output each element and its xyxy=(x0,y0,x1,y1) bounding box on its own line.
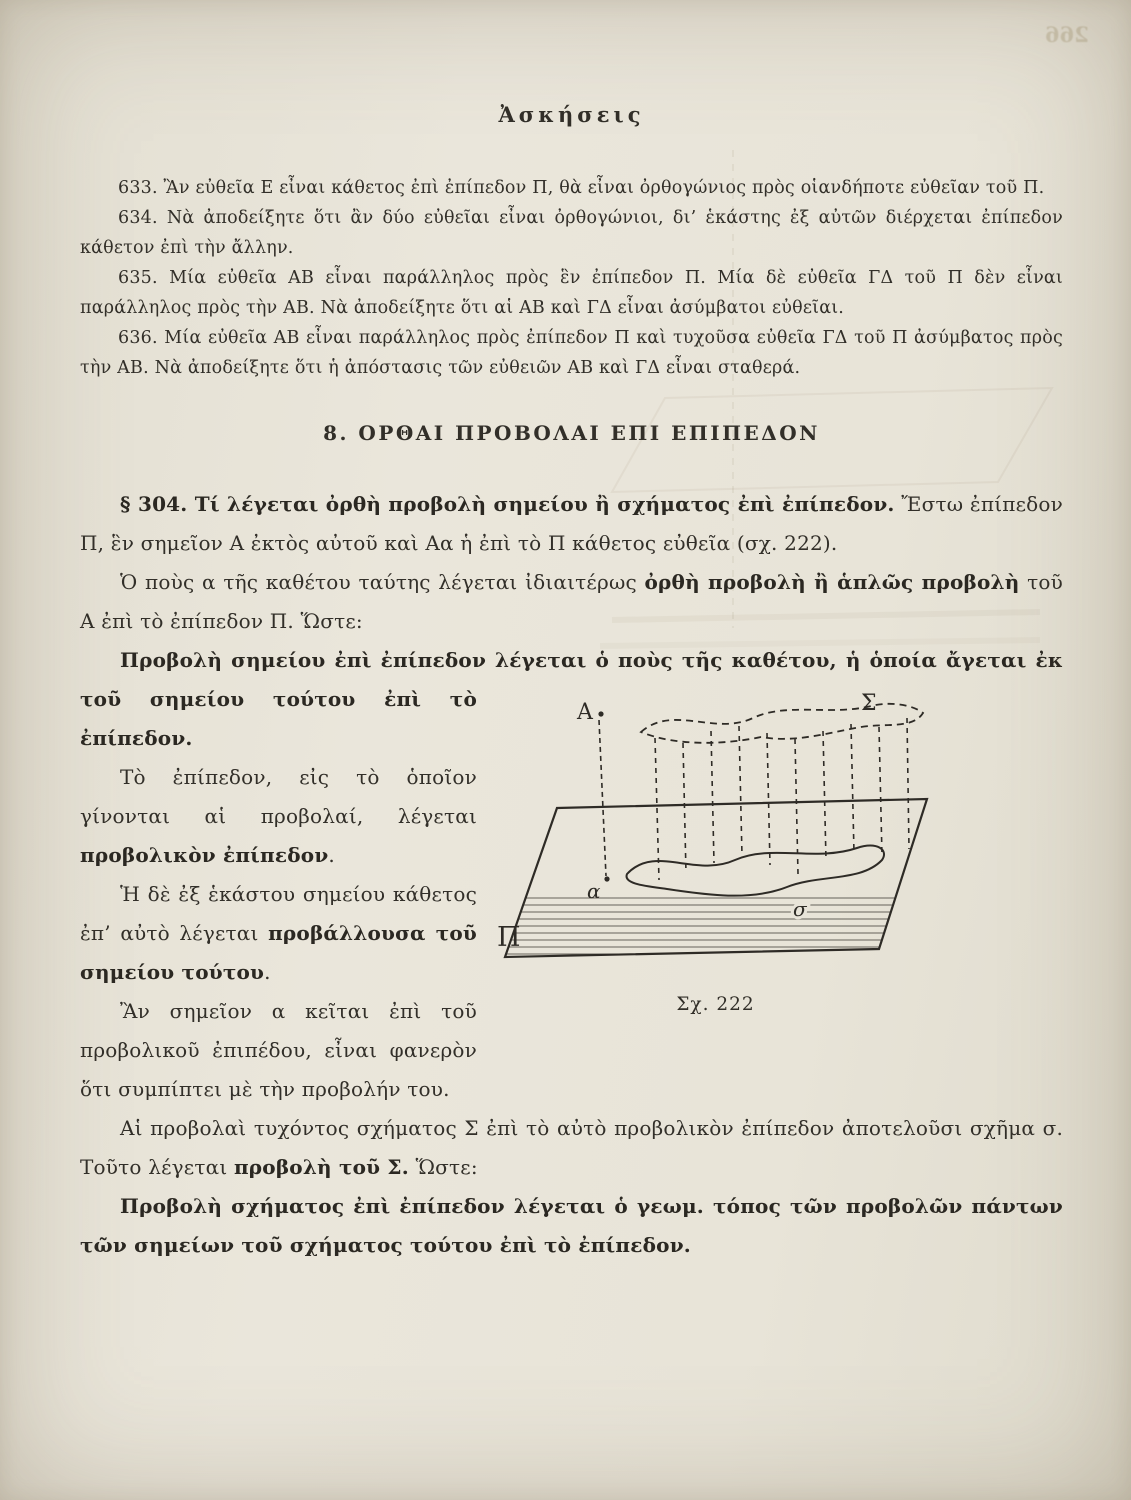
perpendicular-A-alpha xyxy=(599,720,606,876)
exercise-633-number: 633. xyxy=(118,178,158,198)
exercise-635-text: Μία εὐθεῖα ΑΒ εἶναι παράλληλος πρὸς ἓν ἐπίπεδον Π. Μία δὲ εὐθεῖα ΓΔ τοῦ Π δὲν εἶναι παράλληλος πρὸς τὴν ΑΒ. Νὰ ἀποδείξητε ὅτι αἱ ΑΒ καὶ ΓΔ εἶναι ἀσύμβατοι εὐθεῖαι. xyxy=(80,268,1063,318)
exercise-634 xyxy=(80,203,1063,263)
figure-222 xyxy=(493,686,1063,1024)
s304-p3-bold-a: Προβολὴ σημείου ἐπὶ ἐπίπεδον λέγεται ὁ ποὺς τῆς καθέτου, xyxy=(120,648,837,672)
paragraph-shape-projection-definition xyxy=(80,1187,1063,1265)
s304-p5-b: . xyxy=(264,960,271,984)
exercise-636 xyxy=(80,323,1063,383)
exercise-636-text: Μία εὐθεῖα ΑΒ εἶναι παράλληλος πρὸς ἐπίπεδον Π καὶ τυχοῦσα εὐθεῖα ΓΔ τοῦ Π ἀσύμβατος πρὸς τὴν ΑΒ. Νὰ ἀποδείξητε ὅτι ἡ ἀπόστασις τῶν εὐθειῶν ΑΒ καὶ ΓΔ εἶναι σταθερά. xyxy=(80,328,1063,378)
s304-p6: Ἂν σημεῖον α κεῖται ἐπὶ τοῦ προβολικοῦ ἐπιπέδου, εἶναι φανερὸν ὅτι συμπίπτει μὲ τὴν προβολήν του. xyxy=(80,999,477,1101)
projection-lines xyxy=(655,718,909,880)
s304-p7-a: Αἱ προβολαὶ τυχόντος σχήματος Σ ἐπὶ τὸ αὐτὸ προβολικὸν ἐπίπεδον ἀποτελοῦσι σχῆμα σ. Τοῦτο λέγεται xyxy=(80,1116,1063,1179)
projection-diagram-svg xyxy=(493,686,938,981)
point-alpha-dot xyxy=(604,876,609,881)
s304-lead-rest: Ἔστω ἐπίπεδον Π, ἓν σημεῖον Α ἐκτὸς αὐτοῦ καὶ Αα ἡ ἐπὶ τὸ Π κάθετος εὐθεῖα (σχ. 222). xyxy=(80,492,1063,555)
plane-hatching xyxy=(499,898,935,954)
ghost-page-number: 266 xyxy=(1045,22,1089,47)
s304-p2-b: τοῦ Α ἐπὶ τὸ ἐπίπεδον Π. Ὥστε: xyxy=(80,570,1064,633)
s304-p4-a: Τὸ ἐπίπεδον, εἰς τὸ ὁποῖον γίνονται αἱ προβολαί, λέγεται xyxy=(80,765,477,828)
s304-p7-b: Ὥστε: xyxy=(408,1155,478,1179)
shape-sigma-lower-curve xyxy=(627,846,884,896)
section-304-body xyxy=(80,485,1063,1265)
paragraph-foot-of-perpendicular xyxy=(80,563,1063,641)
label-plane-pi: Π xyxy=(497,922,521,953)
s304-p4-bold: προβολικὸν ἐπίπεδον xyxy=(80,843,329,867)
s304-p7-bold: προβολὴ τοῦ Σ. xyxy=(233,1155,409,1179)
exercise-634-text: Νὰ ἀποδείξητε ὅτι ἂν δύο εὐθεῖαι εἶναι ὀρθογώνιοι, δι’ ἑκάστης ἐξ αὐτῶν διέρχεται ἐπίπεδον κάθετον ἐπὶ τὴν ἄλλην. xyxy=(80,208,1063,258)
label-point-A: Α xyxy=(577,700,594,725)
exercises-block xyxy=(80,173,1063,383)
exercise-635 xyxy=(80,263,1063,323)
exercise-636-number: 636. xyxy=(118,328,158,348)
exercise-635-number: 635. xyxy=(118,268,158,288)
paragraph-definition-intro xyxy=(80,485,1063,563)
s304-p8-bold: Προβολὴ σχήματος ἐπὶ ἐπίπεδον λέγεται ὁ γεωμ. τόπος τῶν προβολῶν πάντων τῶν σημείων τοῦ σχήματος τούτου ἐπὶ τὸ ἐπίπεδον. xyxy=(80,1194,1063,1257)
s304-p5-a: Ἡ δὲ ἐξ ἑκάστου σημείου κάθετος ἐπ’ αὐτὸ λέγεται xyxy=(80,882,477,945)
s304-p5-bold: προβάλλουσα τοῦ σημείου τούτου xyxy=(80,921,477,984)
projection-diagram xyxy=(493,686,938,1024)
exercise-633 xyxy=(80,173,1063,203)
s304-p2-bold: ὀρθὴ προβολὴ ἢ ἁπλῶς προβολὴ xyxy=(644,570,1020,594)
exercise-634-number: 634. xyxy=(118,208,158,228)
paragraph-shape-projection xyxy=(80,1109,1063,1187)
s304-p2-a: Ὁ ποὺς α τῆς καθέτου ταύτης λέγεται ἰδιαιτέρως xyxy=(120,570,645,594)
page-content xyxy=(80,102,1063,1265)
label-point-alpha: α xyxy=(587,879,601,903)
exercises-title: Ἀσκήσεις xyxy=(498,102,645,127)
point-A-dot xyxy=(598,711,603,716)
figure-caption: Σχ. 222 xyxy=(676,994,755,1015)
s304-p4-b: . xyxy=(328,843,335,867)
s304-lead-bold: § 304. Τί λέγεται ὀρθὴ προβολὴ σημείου ἢ σχήματος ἐπὶ ἐπίπεδον. xyxy=(120,492,895,516)
shape-sigma-upper-curve xyxy=(641,704,923,743)
label-shape-sigma-upper: Σ xyxy=(861,691,877,716)
label-shape-sigma-lower: σ xyxy=(793,897,807,921)
s304-p3-bold-b: ἡ ὁποία ἄγεται ἐκ τοῦ σημείου τούτου ἐπὶ τὸ ἐπίπεδον. xyxy=(80,648,1064,750)
section-heading: 8. ΟΡΘΑΙ ΠΡΟΒΟΛΑΙ ΕΠΙ ΕΠΙΠΕΔΟΝ xyxy=(323,421,820,445)
exercise-633-text: Ἂν εὐθεῖα Ε εἶναι κάθετος ἐπὶ ἐπίπεδον Π, θὰ εἶναι ὀρθογώνιος πρὸς οἱανδήποτε εὐθεῖαν τοῦ Π. xyxy=(157,178,1045,198)
